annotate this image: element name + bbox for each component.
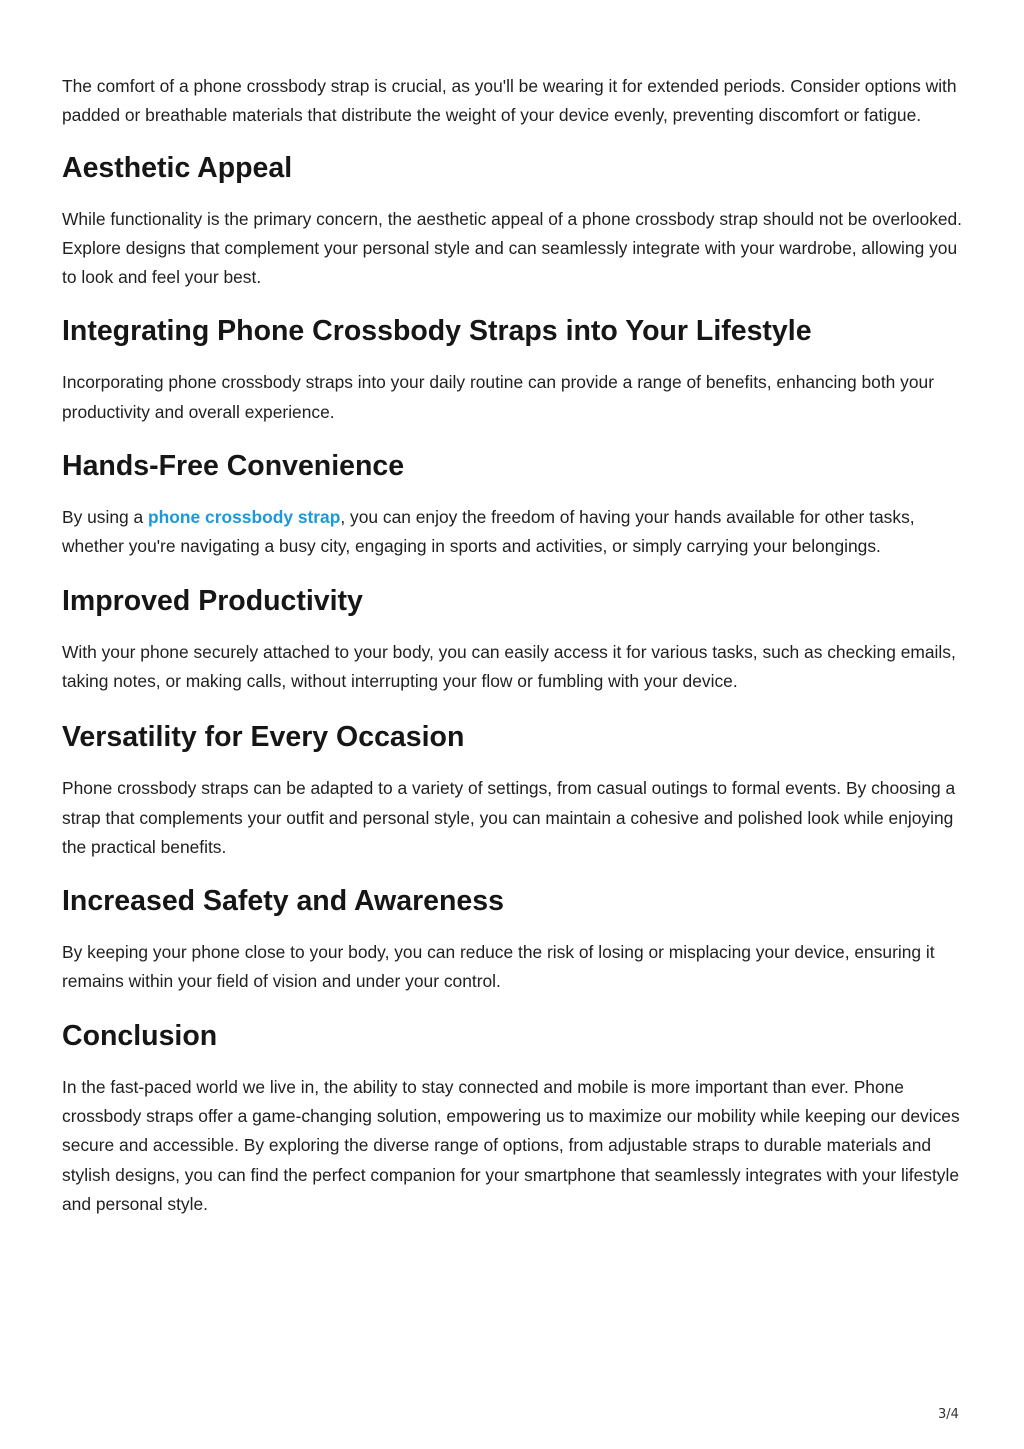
- aesthetic-paragraph: While functionality is the primary concern, the aesthetic appeal of a phone crossbody strap should not be overlooked. Explore designs that complement your personal style and can seamlessly integrate with your wardrobe, allowing you to look and feel your best.: [62, 208, 962, 288]
- conclusion-heading: Conclusion: [62, 1019, 218, 1052]
- safety-paragraph: By keeping your phone close to your body, you can reduce the risk of losing or misplacing your device, ensuring it remains within your field of vision and under your control.: [62, 942, 935, 992]
- document-page: [62, 72, 967, 1219]
- hands-free-text-after: , you can enjoy the freedom of having your hands available for other tasks, whether you're navigating a busy city, engaging in sports and activities, or simply carrying your belongings.: [62, 507, 915, 557]
- integrating-heading: Integrating Phone Crossbody Straps into Your Lifestyle: [62, 315, 812, 348]
- hands-free-heading: Hands-Free Convenience: [62, 450, 405, 483]
- phone-crossbody-strap-link[interactable]: phone crossbody strap: [148, 507, 341, 528]
- hands-free-text-before: By using a: [62, 507, 149, 528]
- productivity-heading: Improved Productivity: [62, 584, 363, 617]
- hands-free-paragraph: [62, 503, 967, 562]
- comfort-paragraph: The comfort of a phone crossbody strap is crucial, as you'll be wearing it for extended periods. Consider options with padded or breathable materials that distribute the weight of your device evenly, preventing discomfort or fatigue.: [62, 76, 957, 126]
- integrating-paragraph: Incorporating phone crossbody straps into your daily routine can provide a range of benefits, enhancing both your productivity and overall experience.: [62, 372, 935, 422]
- aesthetic-heading: Aesthetic Appeal: [62, 151, 293, 184]
- page-number: 3/4: [938, 1407, 959, 1422]
- safety-heading: Increased Safety and Awareness: [62, 885, 504, 918]
- versatility-paragraph: Phone crossbody straps can be adapted to a variety of settings, from casual outings to formal events. By choosing a strap that complements your outfit and personal style, you can maintain a cohesive and polished look while enjoying the practical benefits.: [62, 778, 956, 857]
- conclusion-paragraph: In the fast-paced world we live in, the ability to stay connected and mobile is more important than ever. Phone crossbody straps offer a game-changing solution, empowering us to maximize our mobility while keeping our devices secure and accessible. By exploring the diverse range of options, from adjustable straps to durable materials and stylish designs, you can find the perfect companion for your smartphone that seamlessly integrates with your lifestyle and personal style.: [62, 1076, 960, 1214]
- productivity-paragraph: With your phone securely attached to your body, you can easily access it for various tasks, such as checking emails, taking notes, or making calls, without interrupting your flow or fumbling with your device.: [62, 641, 956, 691]
- versatility-heading: Versatility for Every Occasion: [62, 721, 465, 754]
